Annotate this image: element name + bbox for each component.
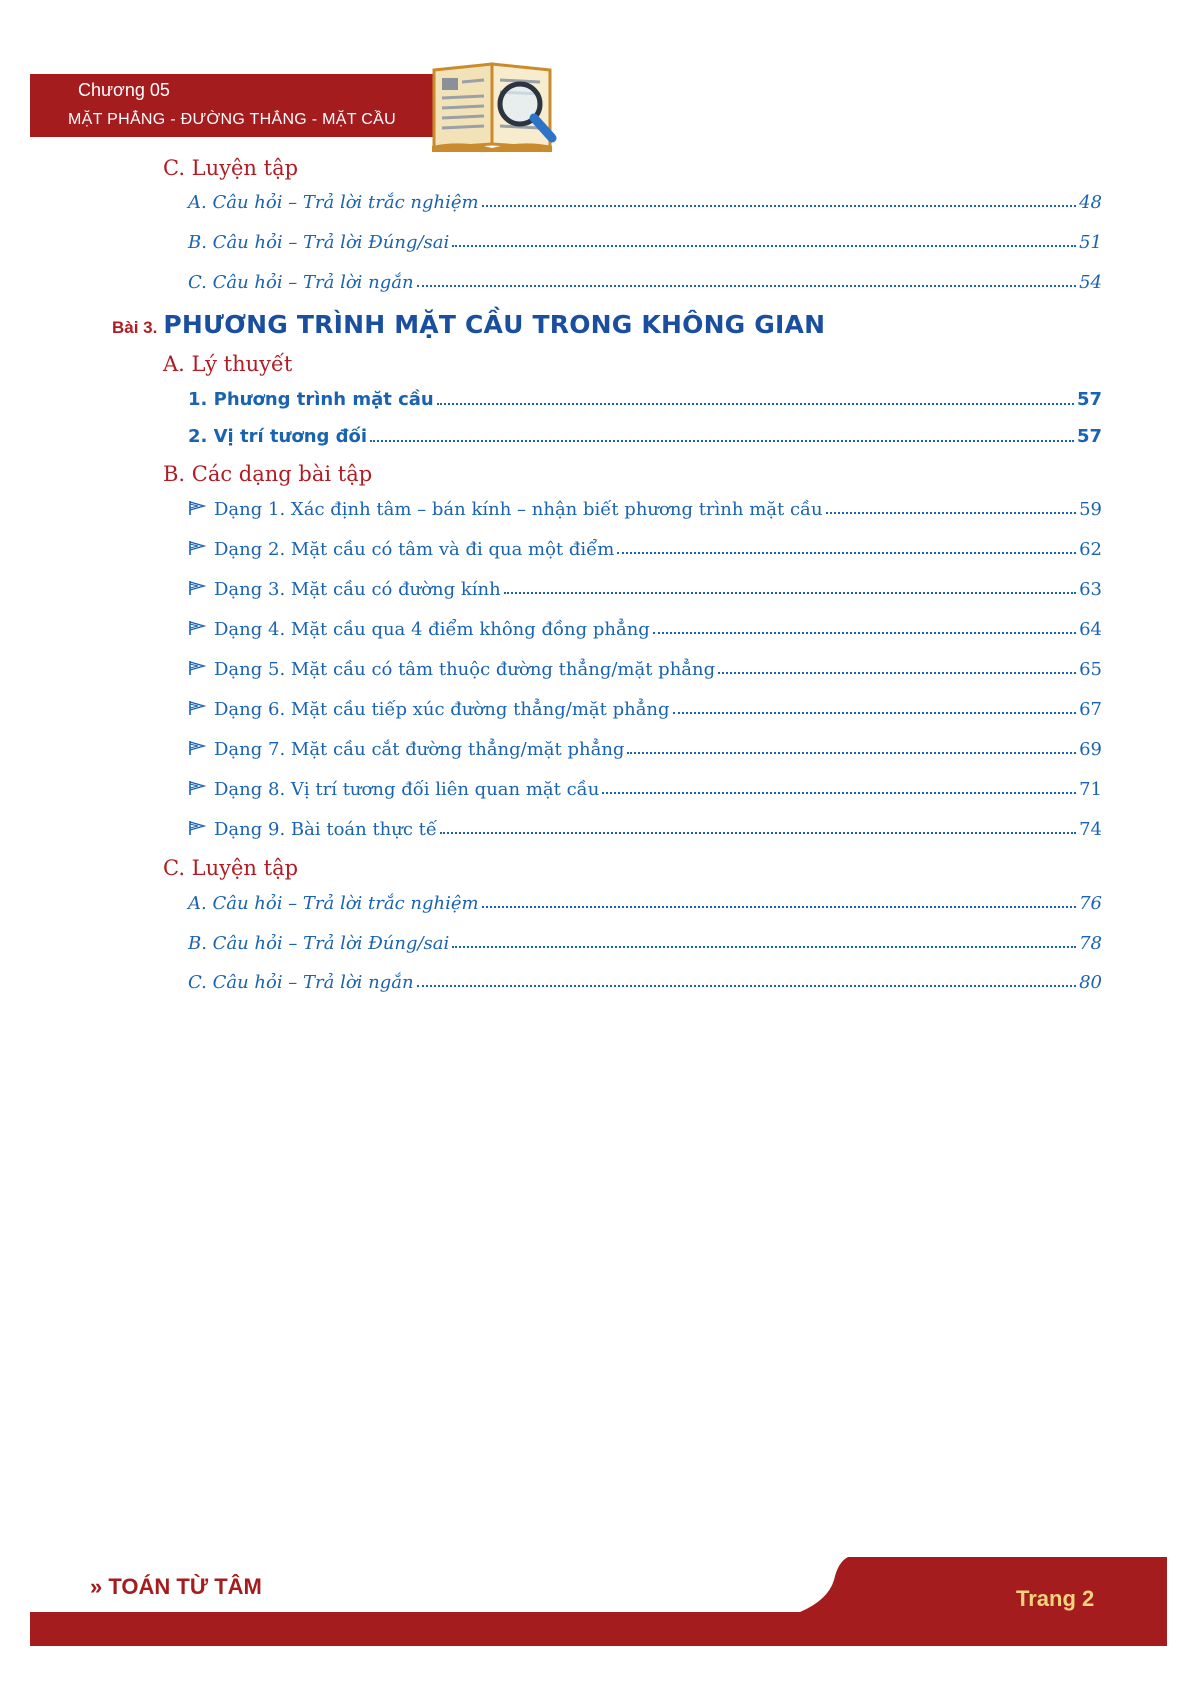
toc-entry-label: Dạng 8. Vị trí tương đối liên quan mặt cầu	[214, 779, 600, 800]
toc-entry-label: 1. Phương trình mặt cầu	[188, 389, 434, 410]
toc-entry[interactable]	[188, 888, 1102, 914]
toc-entry-label: C. Câu hỏi – Trả lời ngắn	[188, 972, 414, 993]
toc-page-number: 63	[1079, 579, 1102, 600]
toc-page-number: 64	[1079, 619, 1102, 640]
practice-heading: C. Luyện tập	[163, 156, 299, 180]
toc-entry-label: Dạng 6. Mặt cầu tiếp xúc đường thẳng/mặt phẳng	[214, 699, 670, 720]
flag-icon	[188, 660, 206, 676]
flag-icon	[188, 540, 206, 556]
dot-leader	[452, 245, 1076, 247]
toc-page-number: 67	[1079, 699, 1102, 720]
chapter-subtitle: MẶT PHẲNG - ĐƯỜNG THẲNG - MẶT CẦU	[68, 111, 396, 128]
dot-leader	[653, 632, 1076, 634]
dot-leader	[370, 440, 1074, 442]
dot-leader	[417, 985, 1076, 987]
toc-page-number: 80	[1079, 972, 1102, 993]
dot-leader	[826, 512, 1076, 514]
toc-entry-label: B. Câu hỏi – Trả lời Đúng/sai	[188, 232, 450, 253]
toc-entry[interactable]	[188, 734, 1102, 760]
lesson-number: Bài 3.	[112, 318, 158, 337]
toc-entry[interactable]	[188, 774, 1102, 800]
toc-page-number: 69	[1079, 739, 1102, 760]
toc-entry[interactable]	[188, 494, 1102, 520]
dot-leader	[417, 285, 1076, 287]
toc-page-number: 54	[1079, 272, 1102, 293]
toc-entry-label: 2. Vị trí tương đối	[188, 426, 368, 447]
toc-page-number: 65	[1079, 659, 1102, 680]
toc-page-number: 74	[1079, 819, 1102, 840]
toc-page-number: 71	[1079, 779, 1102, 800]
toc-entry-label: C. Câu hỏi – Trả lời ngắn	[188, 272, 414, 293]
toc-entry-label: Dạng 5. Mặt cầu có tâm thuộc đường thẳng/mặt phẳng	[214, 659, 716, 680]
toc-page-number: 57	[1076, 389, 1102, 410]
toc-entry-label: Dạng 4. Mặt cầu qua 4 điểm không đồng phẳng	[214, 619, 650, 640]
book-magnifier-icon	[428, 52, 558, 152]
toc-entry-label: Dạng 1. Xác định tâm – bán kính – nhận biết phương trình mặt cầu	[214, 499, 823, 520]
toc-entry[interactable]	[188, 967, 1102, 993]
dot-leader	[440, 832, 1076, 834]
flag-icon	[188, 580, 206, 596]
dot-leader	[718, 672, 1076, 674]
theory-heading: A. Lý thuyết	[163, 352, 293, 376]
toc-page-number: 59	[1079, 499, 1102, 520]
toc-entry[interactable]	[188, 814, 1102, 840]
flag-icon	[188, 620, 206, 636]
practice-heading: C. Luyện tập	[163, 856, 299, 880]
lesson-title-line	[112, 310, 825, 339]
toc-page-number: 78	[1079, 933, 1102, 954]
toc-entry[interactable]	[188, 574, 1102, 600]
footer-banner	[0, 1550, 1191, 1650]
toc-entry[interactable]	[188, 187, 1102, 213]
toc-entry[interactable]	[188, 694, 1102, 720]
toc-entry-label: Dạng 9. Bài toán thực tế	[214, 819, 437, 840]
toc-entry[interactable]	[188, 227, 1102, 253]
toc-entry-label: B. Câu hỏi – Trả lời Đúng/sai	[188, 933, 450, 954]
toc-entry[interactable]	[188, 928, 1102, 954]
toc-entry-label: Dạng 2. Mặt cầu có tâm và đi qua một điểm	[214, 539, 615, 560]
flag-icon	[188, 700, 206, 716]
flag-icon	[188, 820, 206, 836]
toc-entry[interactable]	[188, 654, 1102, 680]
dot-leader	[504, 592, 1076, 594]
toc-page-number: 76	[1079, 893, 1102, 914]
page-number: Trang 2	[1016, 1586, 1095, 1611]
toc-entry-label: Dạng 3. Mặt cầu có đường kính	[214, 579, 501, 600]
dot-leader	[602, 792, 1076, 794]
toc-page-number: 51	[1079, 232, 1102, 253]
toc-entry[interactable]	[188, 384, 1102, 410]
flag-icon	[188, 780, 206, 796]
toc-entry[interactable]	[188, 267, 1102, 293]
toc-entry[interactable]	[188, 534, 1102, 560]
toc-entry-label: A. Câu hỏi – Trả lời trắc nghiệm	[188, 192, 479, 213]
lesson-title: PHƯƠNG TRÌNH MẶT CẦU TRONG KHÔNG GIAN	[163, 310, 826, 339]
dot-leader	[452, 946, 1076, 948]
dot-leader	[482, 906, 1077, 908]
toc-entry-label: A. Câu hỏi – Trả lời trắc nghiệm	[188, 893, 479, 914]
dot-leader	[437, 403, 1074, 405]
dot-leader	[673, 712, 1077, 714]
flag-icon	[188, 500, 206, 516]
dot-leader	[627, 752, 1076, 754]
dot-leader	[482, 205, 1077, 207]
toc-entry[interactable]	[188, 614, 1102, 640]
chapter-label: Chương 05	[78, 80, 170, 100]
toc-entry[interactable]	[188, 421, 1102, 447]
exercises-heading: B. Các dạng bài tập	[163, 462, 373, 486]
flag-icon	[188, 740, 206, 756]
toc-page-number: 48	[1079, 192, 1102, 213]
toc-entry-label: Dạng 7. Mặt cầu cắt đường thẳng/mặt phẳng	[214, 739, 625, 760]
dot-leader	[617, 552, 1076, 554]
toc-page-number: 57	[1076, 426, 1102, 447]
footer-brand: » TOÁN TỪ TÂM	[90, 1574, 262, 1599]
toc-page-number: 62	[1079, 539, 1102, 560]
